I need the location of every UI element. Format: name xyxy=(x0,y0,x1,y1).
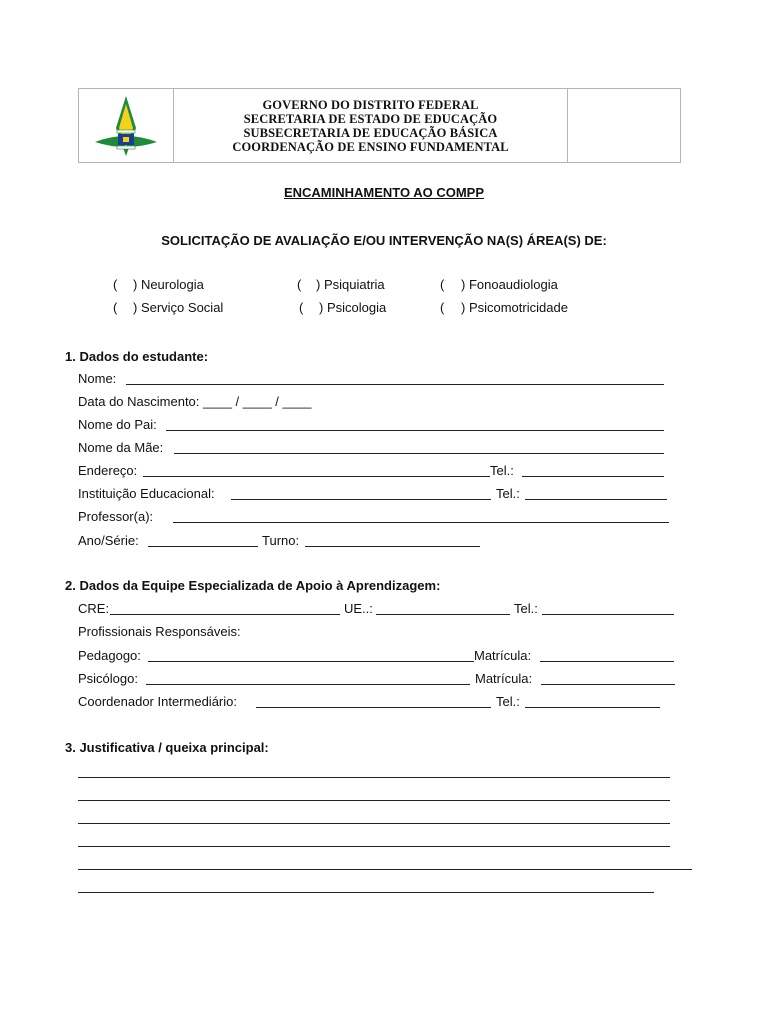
coordenador-label: Coordenador Intermediário: xyxy=(78,694,237,709)
cre-label: CRE: xyxy=(78,601,110,616)
ano-label: Ano/Série: xyxy=(78,533,139,548)
cre-tel-label: Tel.: xyxy=(514,601,538,616)
area-fonoaudiologia-bracket[interactable]: ( xyxy=(440,277,445,292)
area-psiquiatria-bracket[interactable]: ( xyxy=(297,277,302,292)
turno-label: Turno: xyxy=(262,533,300,548)
header-blank-cell xyxy=(568,89,680,162)
header-line-2: SECRETARIA DE ESTADO DE EDUCAÇÃO xyxy=(243,111,498,126)
cre-tel-field[interactable] xyxy=(542,614,674,615)
professor-label: Professor(a): xyxy=(78,509,154,524)
tel2-field[interactable] xyxy=(525,499,667,500)
endereco-field[interactable] xyxy=(143,476,490,477)
matricula2-label: Matrícula: xyxy=(475,671,533,686)
justificativa-line[interactable] xyxy=(78,846,670,847)
profissionais-label: Profissionais Responsáveis: xyxy=(78,624,241,639)
pai-label: Nome do Pai: xyxy=(78,417,157,432)
matricula2-field[interactable] xyxy=(541,684,675,685)
area-psicologia-bracket[interactable]: ( xyxy=(299,300,304,315)
instituicao-label: Instituição Educacional: xyxy=(78,486,215,501)
area-fonoaudiologia-label: ) Fonoaudiologia xyxy=(461,277,558,292)
area-servico-social-label: ) Serviço Social xyxy=(133,300,224,315)
endereco-label: Endereço: xyxy=(78,463,138,478)
coordenador-tel-label: Tel.: xyxy=(496,694,520,709)
section3-heading: 3. Justificativa / queixa principal: xyxy=(65,740,269,755)
logo-cell xyxy=(79,89,174,162)
matricula1-label: Matrícula: xyxy=(474,648,532,663)
nome-field[interactable] xyxy=(126,384,664,385)
coordenador-field[interactable] xyxy=(256,707,491,708)
psicologo-label: Psicólogo: xyxy=(78,671,138,686)
professor-field[interactable] xyxy=(173,522,669,523)
section2-heading: 2. Dados da Equipe Especializada de Apoio à Aprendizagem: xyxy=(65,578,441,593)
request-title: SOLICITAÇÃO DE AVALIAÇÃO E/OU INTERVENÇÃO NA(S) ÁREA(S) DE: xyxy=(161,233,607,248)
coordenador-tel-field[interactable] xyxy=(525,707,660,708)
justificativa-line[interactable] xyxy=(78,869,692,870)
justificativa-line[interactable] xyxy=(78,777,670,778)
justificativa-line[interactable] xyxy=(78,800,670,801)
header-line-3: SUBSECRETARIA DE EDUCAÇÃO BÁSICA xyxy=(243,125,498,140)
area-psicomotricidade-bracket[interactable]: ( xyxy=(440,300,445,315)
section1-heading: 1. Dados do estudante: xyxy=(65,349,209,364)
psicologo-field[interactable] xyxy=(146,684,470,685)
pedagogo-label: Pedagogo: xyxy=(78,648,141,663)
gdf-logo-icon xyxy=(91,94,161,158)
justificativa-line[interactable] xyxy=(78,823,670,824)
area-neurologia-bracket[interactable]: ( xyxy=(113,277,118,292)
nascimento-field[interactable]: Data do Nascimento: ____ / ____ / ____ xyxy=(78,394,312,409)
pedagogo-field[interactable] xyxy=(148,661,474,662)
area-psiquiatria-label: ) Psiquiatria xyxy=(316,277,385,292)
area-psicologia-label: ) Psicologia xyxy=(319,300,387,315)
header-box xyxy=(78,88,681,163)
ano-field[interactable] xyxy=(148,546,258,547)
tel1-field[interactable] xyxy=(522,476,664,477)
mae-field[interactable] xyxy=(174,453,664,454)
justificativa-line[interactable] xyxy=(78,892,654,893)
area-psicomotricidade-label: ) Psicomotricidade xyxy=(461,300,568,315)
cre-field[interactable] xyxy=(110,614,340,615)
mae-label: Nome da Mãe: xyxy=(78,440,164,455)
ue-field[interactable] xyxy=(376,614,510,615)
header-line-1: GOVERNO DO DISTRITO FEDERAL xyxy=(262,97,479,112)
header-title-cell xyxy=(174,89,568,162)
matricula1-field[interactable] xyxy=(540,661,674,662)
instituicao-field[interactable] xyxy=(231,499,491,500)
tel1-label: Tel.: xyxy=(490,463,514,478)
turno-field[interactable] xyxy=(305,546,480,547)
area-neurologia-label: ) Neurologia xyxy=(133,277,204,292)
header-line-4: COORDENAÇÃO DE ENSINO FUNDAMENTAL xyxy=(232,139,509,154)
document-title: ENCAMINHAMENTO AO COMPP xyxy=(283,185,485,200)
area-servico-social-bracket[interactable]: ( xyxy=(113,300,118,315)
nome-label: Nome: xyxy=(78,371,117,386)
pai-field[interactable] xyxy=(166,430,664,431)
ue-label: UE..: xyxy=(344,601,373,616)
tel2-label: Tel.: xyxy=(496,486,520,501)
